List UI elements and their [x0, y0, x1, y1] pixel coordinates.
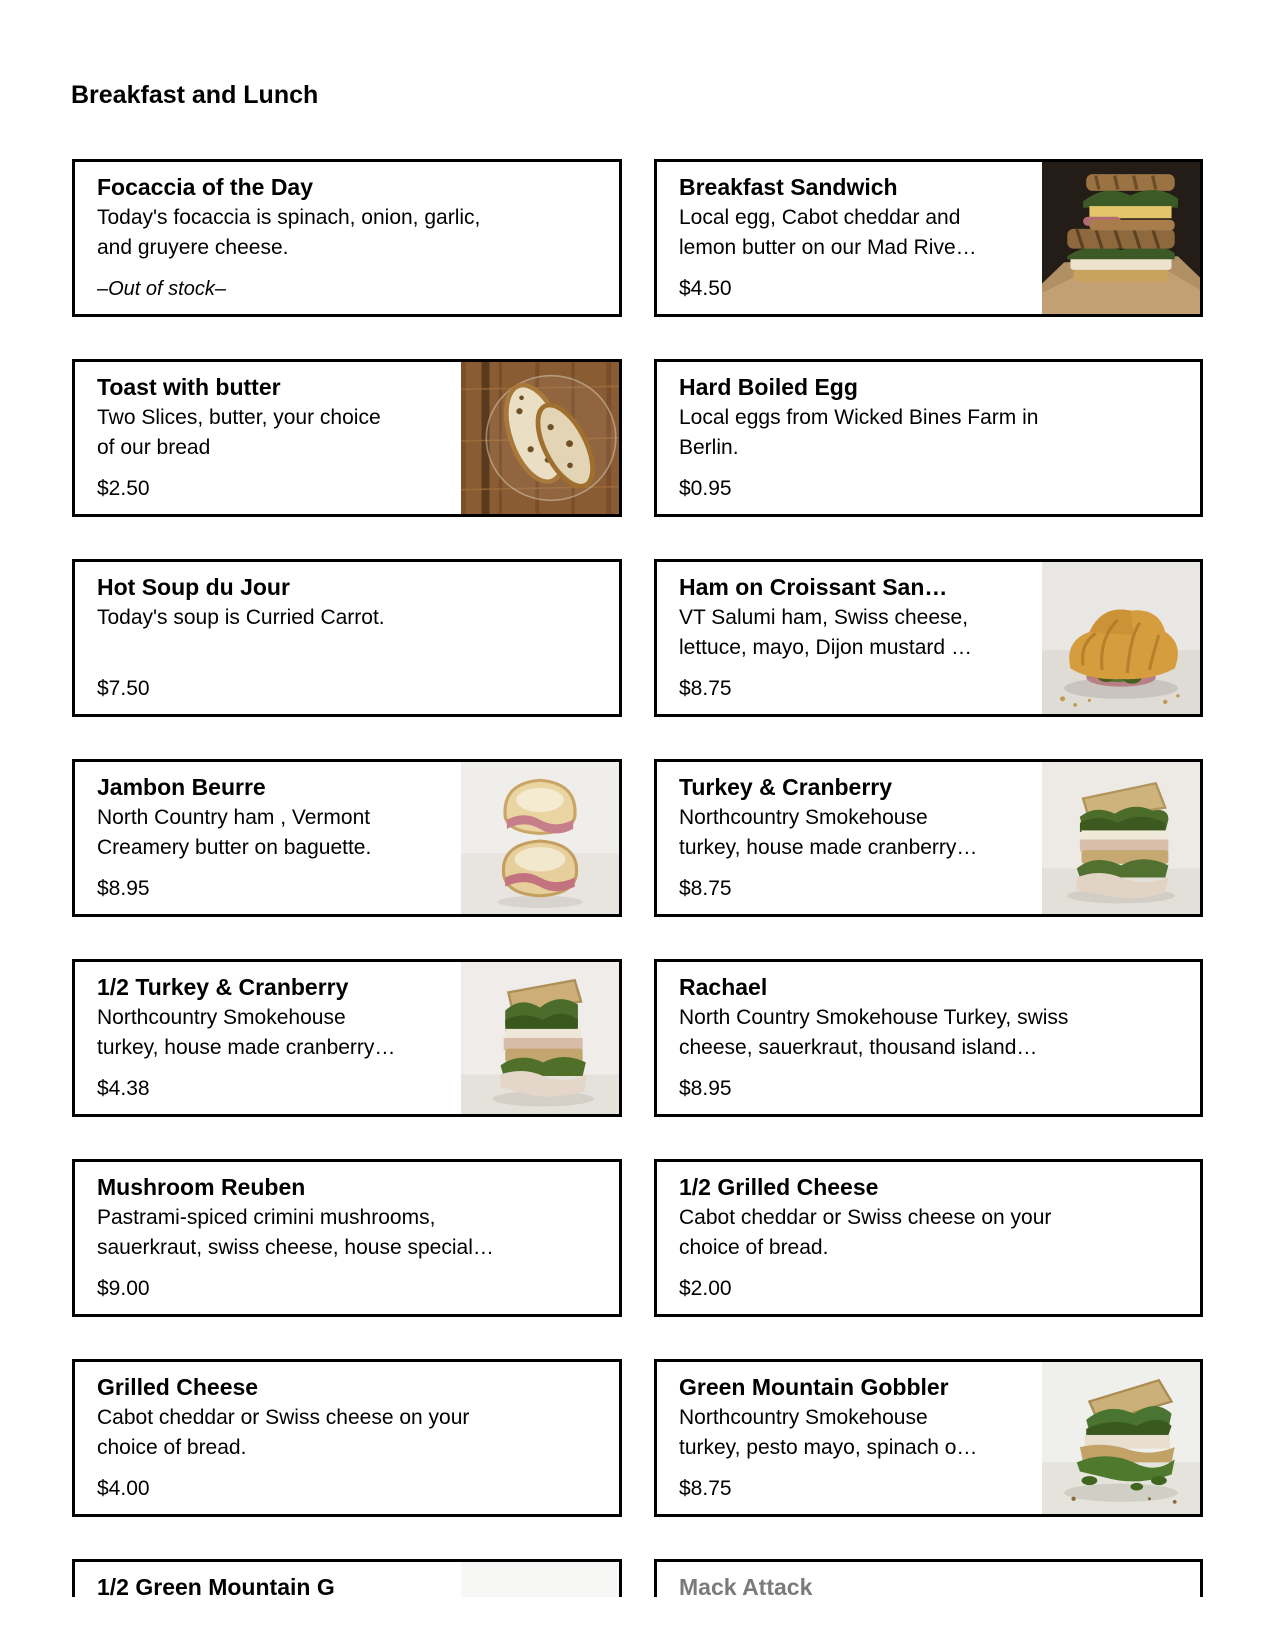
item-title: Turkey & Cranberry [679, 774, 893, 800]
card-text [657, 762, 1042, 914]
item-price: $4.50 [679, 277, 732, 300]
card-text [657, 1562, 1200, 1597]
item-price: $8.75 [679, 877, 732, 900]
card-text [657, 162, 1042, 314]
menu-item-card[interactable] [654, 1359, 1203, 1517]
item-price: $4.38 [97, 1077, 150, 1100]
card-text [75, 962, 461, 1114]
card-text [75, 162, 619, 314]
item-title: Green Mountain Gobbler [679, 1374, 949, 1400]
toast-photo [461, 362, 619, 514]
item-title: Breakfast Sandwich [679, 174, 898, 200]
menu-item-card[interactable] [72, 1559, 622, 1597]
menu-item-card[interactable] [654, 1559, 1203, 1597]
item-title: Hot Soup du Jour [97, 574, 290, 600]
item-description: Today's soup is Curried Carrot. [97, 606, 385, 629]
item-title: Mushroom Reuben [97, 1174, 306, 1200]
item-title: Focaccia of the Day [97, 174, 314, 200]
card-text [75, 1362, 619, 1514]
card-text [657, 1362, 1042, 1514]
light-blank-photo [461, 1562, 619, 1597]
item-price: $8.75 [679, 677, 732, 700]
card-text [657, 562, 1042, 714]
item-price: $8.75 [679, 1477, 732, 1500]
item-description: Pastrami-spiced crimini mushrooms, sauerkraut, swiss cheese, house special… [97, 1206, 494, 1259]
item-price: $0.95 [679, 477, 732, 500]
card-text [657, 1162, 1200, 1314]
item-price: $4.00 [97, 1477, 150, 1500]
menu-item-card[interactable] [72, 159, 622, 317]
menu-item-card[interactable] [72, 1359, 622, 1517]
card-text [657, 362, 1200, 514]
item-description: Local egg, Cabot cheddar and lemon butter on our Mad Rive… [679, 206, 977, 259]
item-title: 1/2 Grilled Cheese [679, 1174, 879, 1200]
menu-grid [72, 159, 1203, 1597]
item-price: $7.50 [97, 677, 150, 700]
item-title: Mack Attack [679, 1574, 813, 1597]
breakfast-sandwich-photo [1042, 162, 1200, 314]
jambon-beurre-photo [461, 762, 619, 914]
item-title: Rachael [679, 974, 768, 1000]
card-text [657, 962, 1200, 1114]
card-text [75, 362, 461, 514]
menu-item-card[interactable] [654, 1159, 1203, 1317]
item-title: 1/2 Turkey & Cranberry [97, 974, 349, 1000]
menu-item-card[interactable] [72, 359, 622, 517]
menu-page-clip [72, 159, 1203, 1597]
item-description: Today's focaccia is spinach, onion, garlic, and gruyere cheese. [97, 206, 481, 259]
item-title: Hard Boiled Egg [679, 374, 858, 400]
card-text [75, 1162, 619, 1314]
menu-item-card[interactable] [72, 1159, 622, 1317]
item-price: $9.00 [97, 1277, 150, 1300]
item-description: Northcountry Smokehouse turkey, house made cranberry… [679, 806, 978, 859]
item-description: Two Slices, butter, your choice of our bread [97, 406, 381, 459]
item-title: Grilled Cheese [97, 1374, 259, 1400]
turkey-cranberry-photo [1042, 762, 1200, 914]
ham-croissant-photo [1042, 562, 1200, 714]
item-title: Jambon Beurre [97, 774, 266, 800]
item-description: North Country ham , Vermont Creamery butter on baguette. [97, 806, 372, 859]
item-price: $2.00 [679, 1277, 732, 1300]
item-title: Ham on Croissant San… [679, 574, 948, 600]
item-description: Northcountry Smokehouse turkey, pesto mayo, spinach o… [679, 1406, 978, 1459]
menu-item-card[interactable] [654, 559, 1203, 717]
green-mountain-gobbler-photo [1042, 1362, 1200, 1514]
item-price: $8.95 [679, 1077, 732, 1100]
item-description: VT Salumi ham, Swiss cheese, lettuce, mayo, Dijon mustard … [679, 606, 972, 659]
card-text [75, 762, 461, 914]
item-description: North Country Smokehouse Turkey, swiss cheese, sauerkraut, thousand island… [679, 1006, 1069, 1059]
item-title: 1/2 Green Mountain G [97, 1574, 335, 1597]
half-turkey-cranberry-photo [461, 962, 619, 1114]
item-status: –Out of stock– [97, 278, 226, 300]
menu-item-card[interactable] [654, 759, 1203, 917]
item-title: Toast with butter [97, 374, 281, 400]
item-description: Cabot cheddar or Swiss cheese on your choice of bread. [97, 1406, 470, 1459]
page-title: Breakfast and Lunch [71, 81, 319, 109]
menu-item-card[interactable] [72, 759, 622, 917]
item-price: $8.95 [97, 877, 150, 900]
card-text [75, 562, 619, 714]
card-text [75, 1562, 461, 1597]
menu-item-card[interactable] [654, 159, 1203, 317]
menu-item-card[interactable] [654, 359, 1203, 517]
item-description: Local eggs from Wicked Bines Farm in Berlin. [679, 406, 1039, 459]
item-description: Northcountry Smokehouse turkey, house made cranberry… [97, 1006, 396, 1059]
menu-item-card[interactable] [72, 559, 622, 717]
item-price: $2.50 [97, 477, 150, 500]
menu-item-card[interactable] [654, 959, 1203, 1117]
menu-item-card[interactable] [72, 959, 622, 1117]
item-description: Cabot cheddar or Swiss cheese on your choice of bread. [679, 1206, 1052, 1259]
